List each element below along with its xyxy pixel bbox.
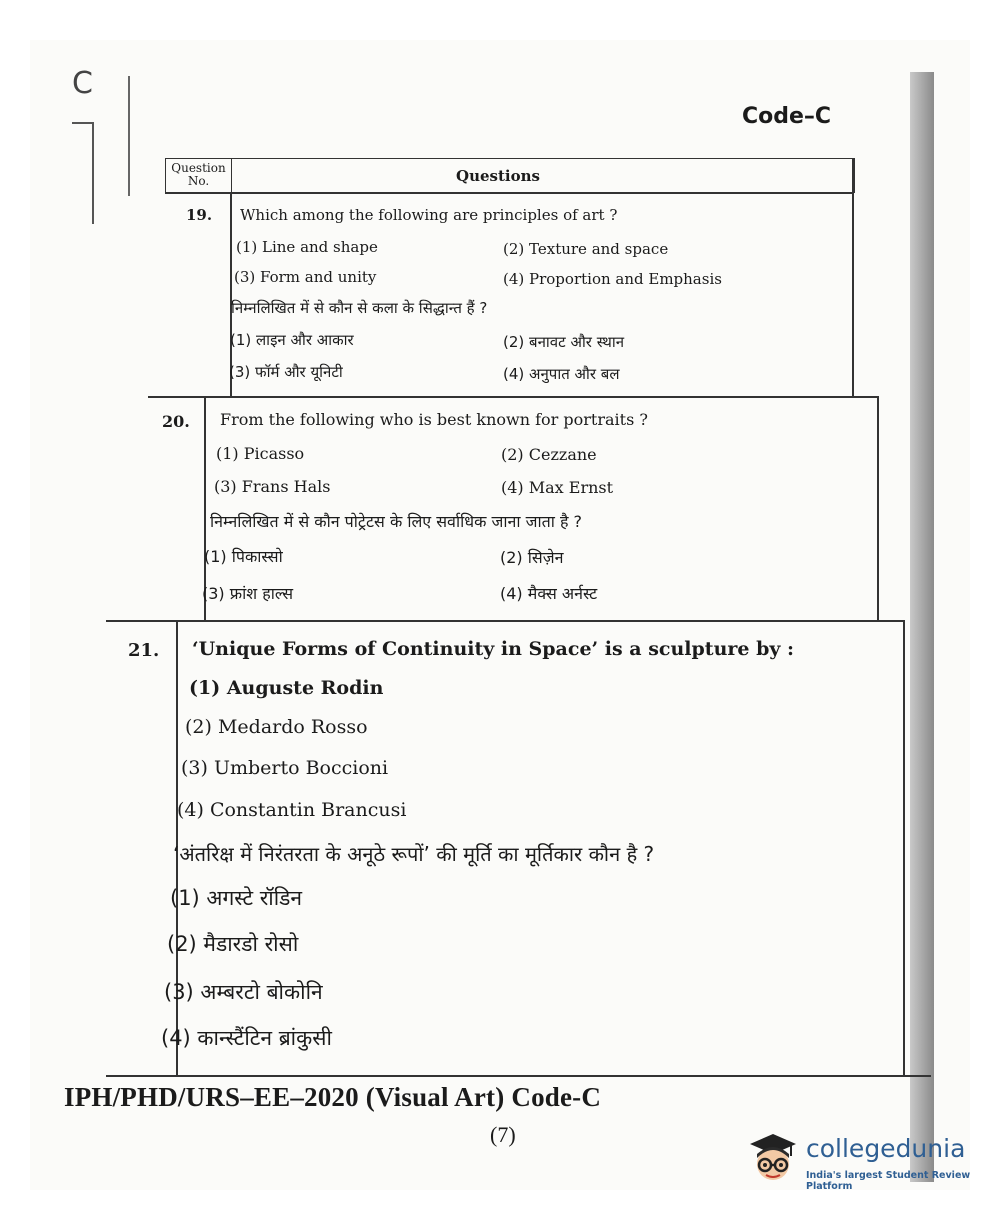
option-en: (3) Frans Hals	[214, 477, 331, 496]
option-en: (4) Constantin Brancusi	[177, 799, 407, 821]
left-margin-rule	[128, 76, 130, 196]
question-number: 21.	[128, 640, 160, 661]
option-en: (4) Max Ernst	[501, 478, 614, 497]
row-divider	[106, 620, 904, 622]
question-text-hi: निम्नलिखित में से कौन से कला के सिद्धान्त हैं ?	[231, 299, 488, 317]
table-header	[165, 158, 855, 193]
option-en: (2) Cezzane	[501, 445, 597, 464]
table-right-border	[852, 158, 854, 396]
question-number: 19.	[186, 206, 213, 224]
option-hi: (4) कान्स्टैंटिन ब्रांकुसी	[161, 1026, 332, 1050]
footer-exam-code: IPH/PHD/URS–EE–2020 (Visual Art) Code-C	[64, 1082, 602, 1112]
option-hi: (3) फ्रांश हाल्स	[202, 584, 294, 603]
option-hi: (4) अनुपात और बल	[503, 365, 620, 383]
questions-header: Questions	[456, 167, 540, 185]
option-hi: (1) पिकास्सो	[204, 547, 283, 566]
option-en: (1) Picasso	[216, 444, 305, 463]
option-en: (4) Proportion and Emphasis	[503, 270, 722, 288]
row-divider	[148, 396, 878, 398]
option-hi: (3) फॉर्म और यूनिटी	[229, 363, 343, 381]
option-en: (1) Auguste Rodin	[189, 677, 384, 699]
question-text-hi: निम्नलिखित में से कौन पोट्रेटस के लिए सर्वाधिक जाना जाता है ?	[210, 512, 583, 531]
table-right-border	[903, 620, 905, 1075]
question-number: 20.	[162, 412, 190, 431]
table-right-border	[877, 396, 879, 620]
left-margin-bracket	[72, 122, 94, 224]
option-hi: (3) अम्बरटो बोकोनि	[164, 980, 323, 1004]
option-en: (2) Medardo Rosso	[185, 716, 368, 738]
question-no-header: Question No.	[166, 159, 232, 193]
logo-brand-text: collegedunia	[806, 1134, 966, 1163]
option-hi: (2) बनावट और स्थान	[503, 333, 625, 351]
row-divider	[165, 192, 853, 194]
corner-mark: C	[72, 66, 93, 101]
option-hi: (4) मैक्स अर्नस्ट	[500, 584, 598, 603]
page-edge-shadow	[910, 72, 934, 1182]
logo-tagline: India's largest Student Review Platform	[806, 1170, 971, 1192]
option-en: (1) Line and shape	[236, 238, 378, 256]
option-hi: (1) अगस्टे रॉडिन	[170, 886, 303, 910]
question-text-en: ‘Unique Forms of Continuity in Space’ is a sculpture by :	[192, 638, 795, 660]
option-en: (2) Texture and space	[503, 240, 669, 258]
table-bottom-rule	[106, 1075, 931, 1077]
question-text-hi: ‘अंतरिक्ष में निरंतरता के अनूठे रूपों’ की मूर्ति का मूर्तिकार कौन है ?	[173, 842, 655, 866]
option-hi: (2) मैडारडो रोसो	[167, 932, 299, 956]
option-hi: (1) लाइन और आकार	[230, 331, 354, 349]
question-text-en: From the following who is best known for portraits ?	[220, 410, 648, 429]
student-mascot-icon	[746, 1130, 800, 1184]
question-text-en: Which among the following are principles of art ?	[240, 206, 618, 224]
option-en: (3) Form and unity	[234, 268, 377, 286]
option-hi: (2) सिज़ेन	[500, 548, 564, 567]
collegedunia-logo	[746, 1128, 972, 1192]
paper-code: Code–C	[742, 104, 832, 129]
page-number: (7)	[490, 1122, 516, 1147]
option-en: (3) Umberto Boccioni	[181, 757, 389, 779]
